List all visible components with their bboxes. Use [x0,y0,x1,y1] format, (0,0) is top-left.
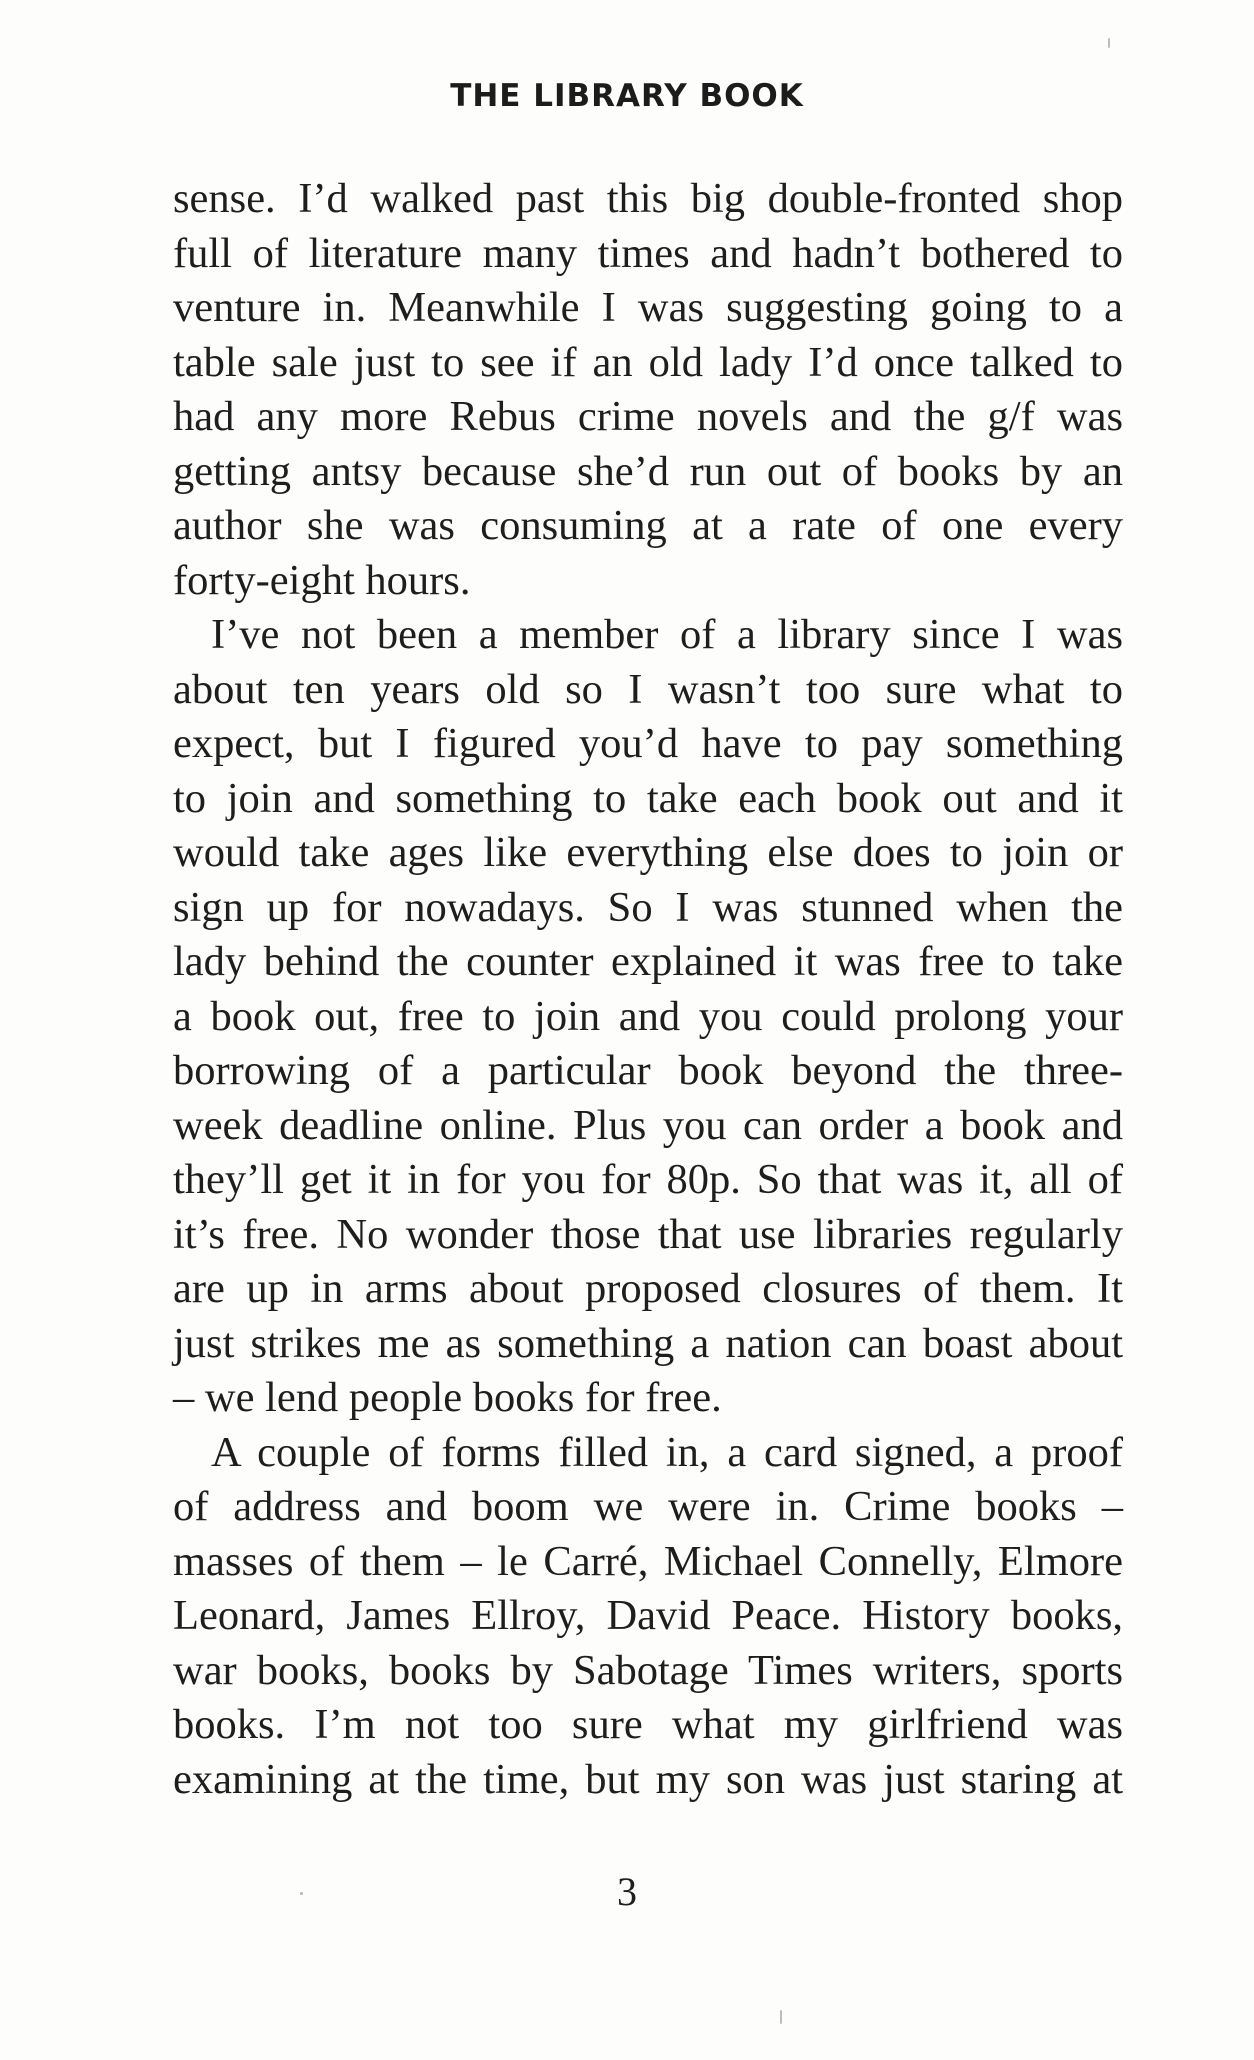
text-line: forty-eight hours. [173,556,471,604]
text-line: are up in arms about proposed closures of them. It [173,1265,1123,1312]
text-line: sign up for nowadays. So I was stunned when the [173,883,1123,931]
text-line: full of literature many times and hadn’t bothered to [173,229,1123,277]
text-line: Leonard, James Ellroy, David Peace. History books, [173,1592,1123,1639]
text-line: of address and boom we were in. Crime books – [173,1483,1123,1530]
page-number: 3 [617,1869,637,1914]
text-line: A couple of forms filled in, a card signed, a proof [211,1428,1123,1476]
text-line: to join and something to take each book out and it [173,774,1123,822]
paper-speck [780,2010,782,2024]
text-line: getting antsy because she’d run out of books by an [173,447,1123,495]
body-text [173,172,1123,1807]
text-line: war books, books by Sabotage Times writers, sports [173,1646,1123,1694]
running-head: THE LIBRARY BOOK [450,78,804,114]
text-line: they’ll get it in for you for 80p. So that was it, all of [173,1156,1123,1203]
text-line: it’s free. No wonder those that use libraries regularly [173,1210,1123,1258]
text-line: sense. I’d walked past this big double-fronted shop [173,175,1123,222]
text-line: had any more Rebus crime novels and the g/f was [173,393,1123,440]
text-line: books. I’m not too sure what my girlfriend was [173,1701,1123,1748]
text-line: about ten years old so I wasn’t too sure what to [173,665,1123,713]
text-line: lady behind the counter explained it was free to take [173,938,1123,985]
text-line: a book out, free to join and you could prolong your [173,992,1123,1040]
text-line: just strikes me as something a nation can boast about [173,1319,1123,1367]
text-line: week deadline online. Plus you can order a book and [173,1101,1123,1149]
text-line: masses of them – le Carré, Michael Connelly, Elmore [173,1537,1123,1585]
text-line: table sale just to see if an old lady I’d once talked to [173,338,1123,386]
text-line: would take ages like everything else does to join or [173,829,1123,876]
text-line: examining at the time, but my son was just staring at [173,1755,1123,1803]
text-line: borrowing of a particular book beyond the three- [173,1047,1123,1094]
text-line: expect, but I figured you’d have to pay something [173,720,1123,767]
paper-speck [300,1892,303,1895]
text-line: – we lend people books for free. [173,1374,722,1421]
text-line: I’ve not been a member of a library since I was [211,611,1123,658]
paper-speck [1108,38,1110,48]
text-line: author she was consuming at a rate of one every [173,502,1123,549]
text-line: venture in. Meanwhile I was suggesting going to a [173,284,1123,331]
